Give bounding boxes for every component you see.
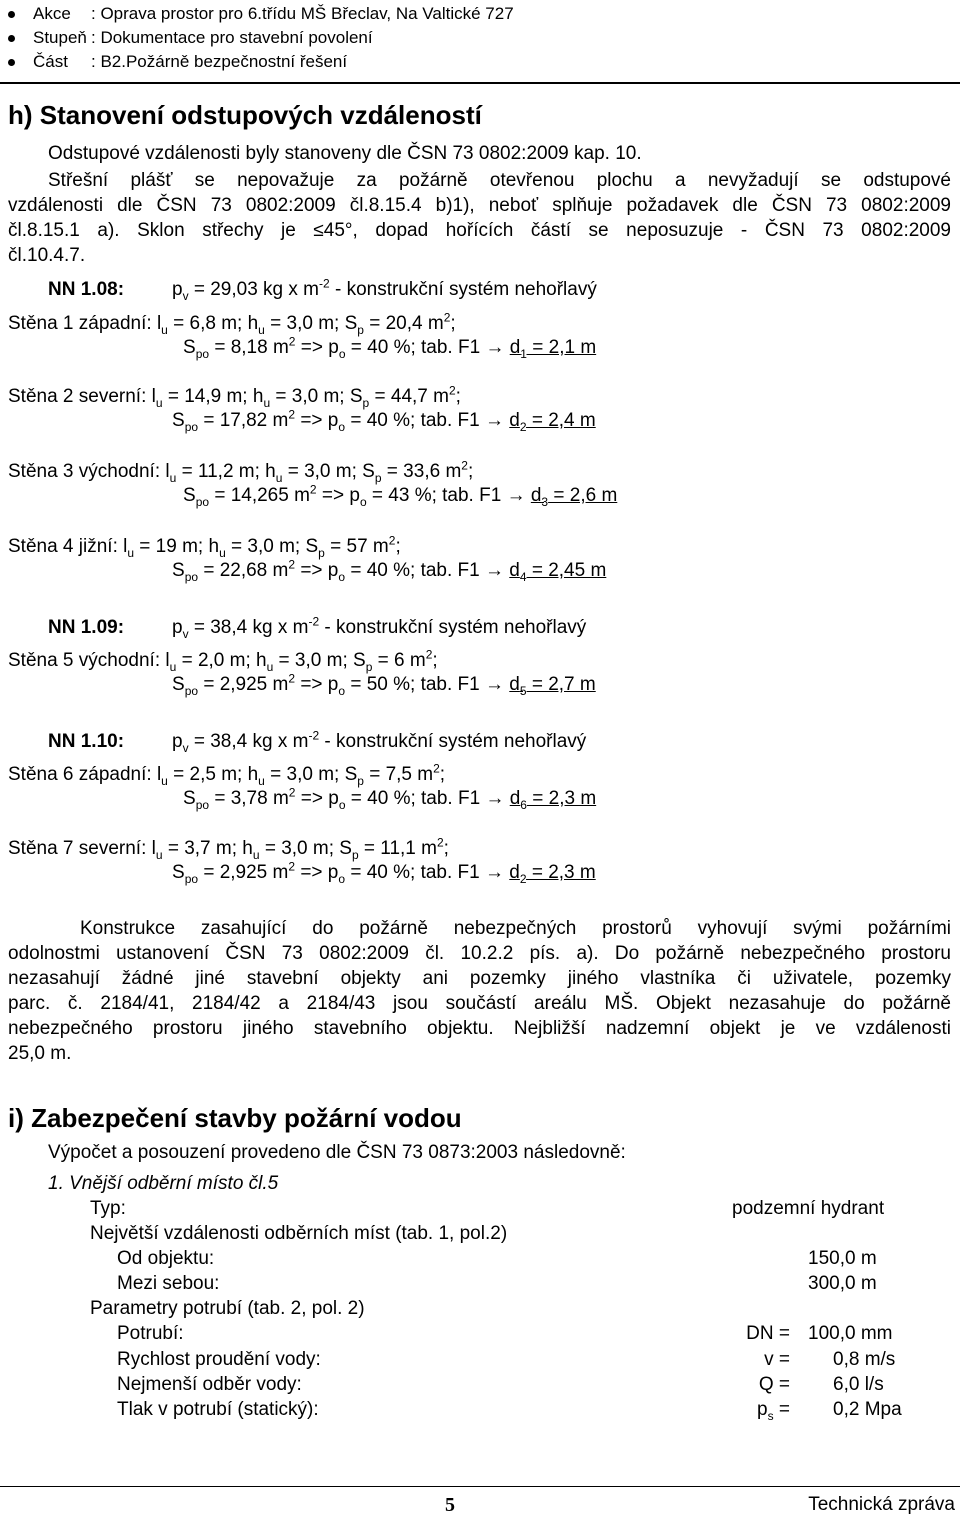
row-label: Od objektu: [117,1248,215,1269]
para2-line2: odolnostmi ustanovení ČSN 73 0802:2009 čl. 10.2.2 pís. a). Do požárně nebezpečného prostoru [8,943,951,964]
section-h-intro: Odstupové vzdálenosti byly stanoveny dle ČSN 73 0802:2009 kap. 10. [48,143,642,164]
nn108-text: $p_v = 29,03$ kg x $m^{-2}$ - konstrukční systém nehořlavý [172,276,597,303]
bullet-icon [8,11,15,18]
wall3-line2: $S_{po} = 14,265$ $m^2 => p_o = 43$ %; tab. $F1 \to d_3 = 2,6$ m [183,482,618,509]
page-number: 5 [445,1494,455,1516]
wall4-line1: Stěna 4 jižní: $l_u = 19$ m; $h_u = 3,0$ m; $S_p = 57$ $m^2$; [8,533,401,560]
nn109-text: $p_v = 38,4$ kg x $m^{-2}$ - konstrukční systém nehořlavý [172,614,587,641]
header-row-cast [8,50,347,74]
row-symbol: Q = [758,1374,790,1395]
row-label: Největší vzdálenosti odběrních míst (tab. 1, pol.2) [90,1223,508,1244]
bullet-icon [8,35,15,42]
para2-line6: 25,0 m. [8,1043,72,1064]
wall5-line1: Stěna 5 východní: $l_u = 2,0$ m; $h_u = 3,0$ m; $S_p = 6$ $m^2$; [8,647,438,674]
row-symbol: $p_s$ = [757,1399,790,1423]
row-label: Typ: [90,1198,126,1219]
wall1-line2: $S_{po} = 8,18$ $m^2 => p_o = 40$ %; tab. $F1 \to d_1 = 2,1$ m [183,334,597,361]
row-value: 0,2 Mpa [833,1399,902,1420]
wall3-line1: Stěna 3 východní: $l_u = 11,2$ m; $h_u = 3,0$ m; $S_p = 33,6$ $m^2$; [8,458,474,485]
document-header [0,0,960,84]
row-label: Mezi sebou: [117,1273,220,1294]
para1-line4: čl.10.4.7. [8,245,86,266]
row-label: Potrubí: [117,1323,184,1344]
wall4-line2: $S_{po} = 22,68$ $m^2 => p_o = 40$ %; tab. $F1 \to d_4 = 2,45$ m [172,557,607,584]
section-i-heading: i) Zabezpečení stavby požární vodou [8,1103,462,1133]
wall1-line1: Stěna 1 západní: $l_u = 6,8$ m; $h_u = 3,0$ m; $S_p = 20,4$ $m^2$; [8,310,456,337]
section-i-intro: Výpočet a posouzení provedeno dle ČSN 73 0873:2003 následovně: [48,1142,626,1163]
para2-line3: nezasahují žádné jiné stavební objekty ani pozemky jiného vlastníka či uživatele, pozemky [8,968,951,989]
para1-line3: čl.8.15.1 a). Sklon střechy je ≤45°, dopad hořících částí se neposuzuje - ČSN 73 0802:2009 [8,220,951,241]
para2-line1: Konstrukce zasahující do požárně nebezpečných prostorů vyhovují svými požárními [80,918,951,939]
header-label: Stupeň [33,27,87,47]
row-label: Nejmenší odběr vody: [117,1374,302,1395]
header-label: Akce [33,3,71,23]
footer-doc-title: Technická zpráva [808,1494,955,1515]
wall2-line2: $S_{po} = 17,82$ $m^2 => p_o = 40$ %; tab. $F1 \to d_2 = 2,4$ m [172,407,596,434]
row-label: Tlak v potrubí (statický): [117,1399,319,1420]
row-label: Rychlost proudění vody: [117,1349,321,1370]
para2-line5: nebezpečného prostoru jiného stavebního objektu. Nejbližší nadzemní objekt je ve vzdálenosti [8,1018,951,1039]
row-symbol: v = [764,1349,790,1370]
section-i-item1: 1. Vnější odběrní místo čl.5 [48,1173,279,1194]
row-value: podzemní hydrant [732,1198,885,1219]
row-value: 0,8 m/s [833,1349,896,1370]
section-h-heading: h) Stanovení odstupových vzdáleností [8,100,482,130]
wall7-line2: $S_{po} = 2,925$ $m^2 => p_o = 40$ %; tab. $F1 \to d_2 = 2,3$ m [172,859,596,886]
header-value: : B2.Požárně bezpečnostní řešení [91,51,348,71]
para1-line1: Střešní plášť se nepovažuje za požárně otevřenou plochu a nevyžadují se odstupové [48,170,951,191]
nn108-label: NN 1.08: [48,279,125,300]
row-symbol: DN = [746,1323,790,1344]
nn109-label: NN 1.09: [48,617,125,638]
wall6-line1: Stěna 6 západní: $l_u = 2,5$ m; $h_u = 3,0$ m; $S_p = 7,5$ $m^2$; [8,761,446,788]
wall7-line1: Stěna 7 severní: $l_u = 3,7$ m; $h_u = 3,0$ m; $S_p = 11,1$ $m^2$; [8,835,449,862]
para2-line4: parc. č. 2184/41, 2184/42 a 2184/43 jsou součástí areálu MŠ. Objekt nezasahuje do požárně [8,993,951,1014]
header-row-stupen [8,26,373,50]
row-value: 150,0 m [808,1248,877,1269]
footer-divider [0,1486,960,1487]
nn110-text: $p_v = 38,4$ kg x $m^{-2}$ - konstrukční systém nehořlavý [172,728,587,755]
row-value: 300,0 m [808,1273,877,1294]
row-value: 6,0 l/s [833,1374,884,1395]
header-value: : Oprava prostor pro 6.třídu MŠ Břeclav, Na Valtické 727 [91,3,514,23]
wall2-line1: Stěna 2 severní: $l_u = 14,9$ m; $h_u = 3,0$ m; $S_p = 44,7$ $m^2$; [8,383,461,410]
nn110-label: NN 1.10: [48,731,125,752]
header-label: Část [33,51,68,71]
para1-line2: vzdálenosti dle ČSN 73 0802:2009 čl.8.15.4 b)1), neboť splňuje požadavek dle ČSN 73 0802:2009 [8,195,951,216]
header-row-akce [8,2,514,26]
header-value: : Dokumentace pro stavební povolení [91,27,373,47]
wall5-line2: $S_{po} = 2,925$ $m^2 => p_o = 50$ %; tab. $F1 \to d_5 = 2,7$ m [172,671,596,698]
row-label: Parametry potrubí (tab. 2, pol. 2) [90,1298,365,1319]
row-value: 100,0 mm [808,1323,893,1344]
wall6-line2: $S_{po} = 3,78$ $m^2 => p_o = 40$ %; tab. $F1 \to d_6 = 2,3$ m [183,785,597,812]
bullet-icon [8,59,15,66]
